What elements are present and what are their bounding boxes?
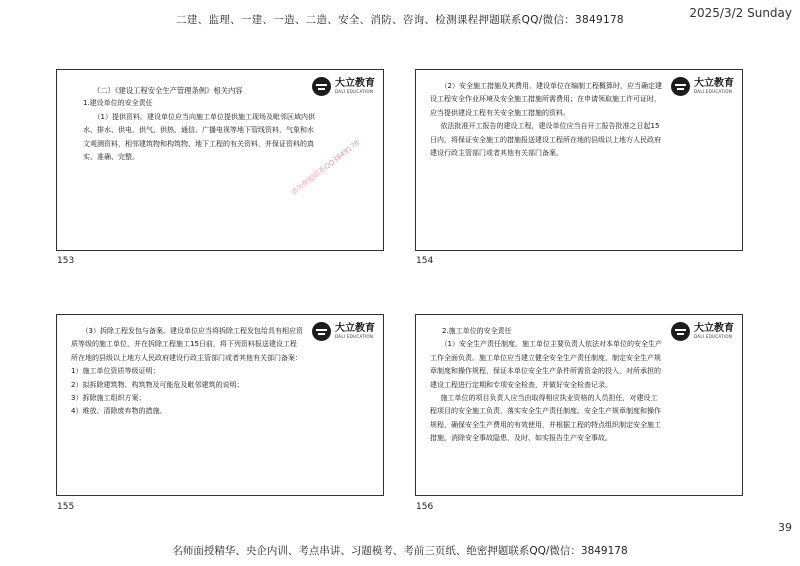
- slide-content: [83, 84, 315, 164]
- sheet-number: 39: [778, 521, 792, 534]
- slide-156: [415, 314, 743, 496]
- date-label: 2025/3/2 Sunday: [689, 6, 792, 20]
- logo: [671, 322, 734, 341]
- paragraph: 施工单位的项目负责人应当由取得相应执业资格的人员担任，对建设工程项目的安全施工负责，落实安全生产责任制度、安全生产规章制度和操作规程，确保安全生产费用的有效使用，并根据工程的特点组织制定安全施工措施，消除安全事故隐患，及时、如实报告生产安全事故。: [430, 394, 661, 443]
- page-number: 156: [416, 502, 434, 512]
- list-item: 1）施工单位资质等级证明；: [71, 367, 160, 376]
- list-item: 2）拟拆除建筑物、构筑物及可能危及毗邻建筑的说明；: [71, 380, 244, 389]
- paragraph: （2）安全施工措施及其费用。建设单位在编制工程概算时，应当确定建设工程安全作业环境及安全施工措施所需费用；在申请领取施工许可证时，应当提供建设工程有关安全施工措施的资料。: [430, 82, 662, 117]
- page-number: 153: [57, 256, 75, 266]
- section-subtitle: 1.建设单位的安全责任: [83, 99, 153, 108]
- dali-logo-icon: [671, 322, 690, 341]
- dali-logo-icon: [671, 77, 690, 96]
- dali-logo-icon: [312, 322, 331, 341]
- logo: [312, 77, 375, 96]
- slide-content: [71, 325, 303, 419]
- list-item: 4）堆放、清除废弃物的措施。: [71, 407, 167, 416]
- header-banner: 二建、监理、一建、一造、二造、安全、消防、咨询、检测课程押题联系QQ/微信：3849178: [176, 14, 624, 26]
- logo-name-en: DALI EDUCATION: [694, 334, 733, 339]
- section-title: 2.施工单位的安全责任: [442, 327, 512, 335]
- logo-name-en: DALI EDUCATION: [335, 334, 374, 339]
- footer-banner: 名师面授精华、央企内训、考点串讲、习题模考、考前三页纸、绝密押题联系QQ/微信：3849178: [172, 545, 628, 557]
- page-number: 154: [416, 256, 434, 266]
- slide-154: [415, 69, 743, 251]
- page-number: 155: [57, 502, 75, 512]
- section-title: （二）《建设工程安全生产管理条例》相关内容: [93, 86, 243, 95]
- logo: [312, 322, 375, 341]
- paragraph: （1）提供资料。建设单位应当向施工单位提供施工现场及毗邻区域内供水、排水、供电、供气、供热、通信、广播电视等地下管线资料，气象和水文观测资料，相邻建筑物和构筑物、地下工程的有关资料，并保证资料的真实、准确、完整。: [83, 112, 315, 162]
- paragraph: （3）拆除工程发包与备案。建设单位应当将拆除工程发包给具有相应资质等级的施工单位，并在拆除工程施工15日前，将下列资料报送建设工程所在地的县级以上地方人民政府建设行政主管部门或者其他有关部门备案：: [71, 327, 303, 362]
- slide-153: [56, 69, 384, 251]
- list-item: 3）拆除施工组织方案；: [71, 394, 146, 403]
- slide-155: [56, 314, 384, 496]
- logo-name: 大立教育: [335, 78, 375, 89]
- paragraph: （1）安全生产责任制度。施工单位主要负责人依法对本单位的安全生产工作全面负责。施工单位应当建立健全安全生产责任制度，制定安全生产规章制度和操作规程，保证本单位安全生产条件所需资金的投入，对所承担的建设工程进行定期和专项安全检查，并做好安全检查记录。: [430, 340, 662, 389]
- logo: [671, 77, 734, 96]
- slide-content: [430, 325, 662, 446]
- logo-name: 大立教育: [335, 323, 375, 334]
- slide-content: [430, 80, 662, 160]
- logo-name: 大立教育: [694, 323, 734, 334]
- logo-name: 大立教育: [694, 78, 734, 89]
- logo-name-en: DALI EDUCATION: [335, 89, 374, 94]
- watermark: 请勿押题联系QQ3849178: [289, 138, 361, 198]
- logo-name-en: DALI EDUCATION: [694, 89, 733, 94]
- paragraph: 依法批准开工报告的建设工程，建设单位应当自开工报告批准之日起15日内，将保证安全施工的措施报送建设工程所在地的县级以上地方人民政府建设行政主管部门或者其他有关部门备案。: [430, 122, 661, 158]
